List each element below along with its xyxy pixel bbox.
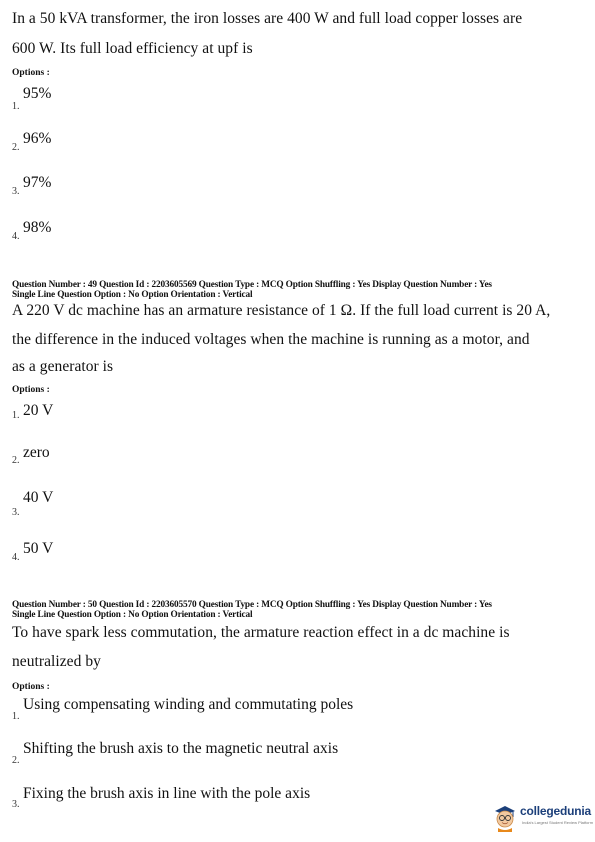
q48-text-line-1: In a 50 kVA transformer, the iron losses are 400 W and full load copper losses are	[12, 10, 523, 27]
logo-wordmark: collegedunia	[520, 804, 591, 818]
option-text: 96%	[23, 130, 52, 147]
mascot-icon	[492, 802, 518, 832]
option-text: 50 V	[23, 540, 54, 557]
option-number: 4.	[12, 552, 20, 563]
option-text: 40 V	[23, 489, 54, 506]
option-number: 1.	[12, 410, 20, 421]
q48-options-label: Options :	[12, 68, 50, 78]
option-number: 3.	[12, 507, 20, 518]
q49-meta-line-1: Question Number : 49 Question Id : 2203605569 Question Type : MCQ Option Shuffling : Yes Display Question Number : Yes	[12, 280, 492, 290]
option-text: 95%	[23, 85, 52, 102]
option-text: Using compensating winding and commutating poles	[23, 696, 354, 713]
q50-meta-line-2: Single Line Question Option : No Option Orientation : Vertical	[12, 610, 253, 620]
logo-tagline: India's Largest Student Review Platform	[522, 820, 594, 825]
q49-text-line-2: the difference in the induced voltages when the machine is running as a motor, and	[12, 331, 530, 348]
option-text: Fixing the brush axis in line with the pole axis	[23, 785, 311, 802]
collegedunia-logo	[492, 800, 594, 834]
option-number: 2.	[12, 755, 20, 766]
option-number: 1.	[12, 101, 20, 112]
q48-text-line-2: 600 W. Its full load efficiency at upf is	[12, 40, 253, 57]
q49-text-line-1: A 220 V dc machine has an armature resistance of 1 Ω. If the full load current is 20 A,	[12, 302, 551, 319]
q50-meta-line-1: Question Number : 50 Question Id : 2203605570 Question Type : MCQ Option Shuffling : Yes Display Question Number : Yes	[12, 600, 492, 610]
option-number: 3.	[12, 186, 20, 197]
option-number: 2.	[12, 142, 20, 153]
q49-meta-line-2: Single Line Question Option : No Option Orientation : Vertical	[12, 290, 253, 300]
option-text: 97%	[23, 174, 52, 191]
option-text: zero	[23, 444, 50, 461]
q49-text-line-3: as a generator is	[12, 358, 114, 375]
option-number: 1.	[12, 711, 20, 722]
q49-options-label: Options :	[12, 385, 50, 395]
option-text: Shifting the brush axis to the magnetic neutral axis	[23, 740, 339, 757]
option-text: 20 V	[23, 402, 54, 419]
option-number: 4.	[12, 231, 20, 242]
q50-text-line-1: To have spark less commutation, the armature reaction effect in a dc machine is	[12, 624, 510, 641]
option-number: 3.	[12, 799, 20, 810]
q50-text-line-2: neutralized by	[12, 653, 101, 670]
option-number: 2.	[12, 455, 20, 466]
q50-options-label: Options :	[12, 682, 50, 692]
option-text: 98%	[23, 219, 52, 236]
